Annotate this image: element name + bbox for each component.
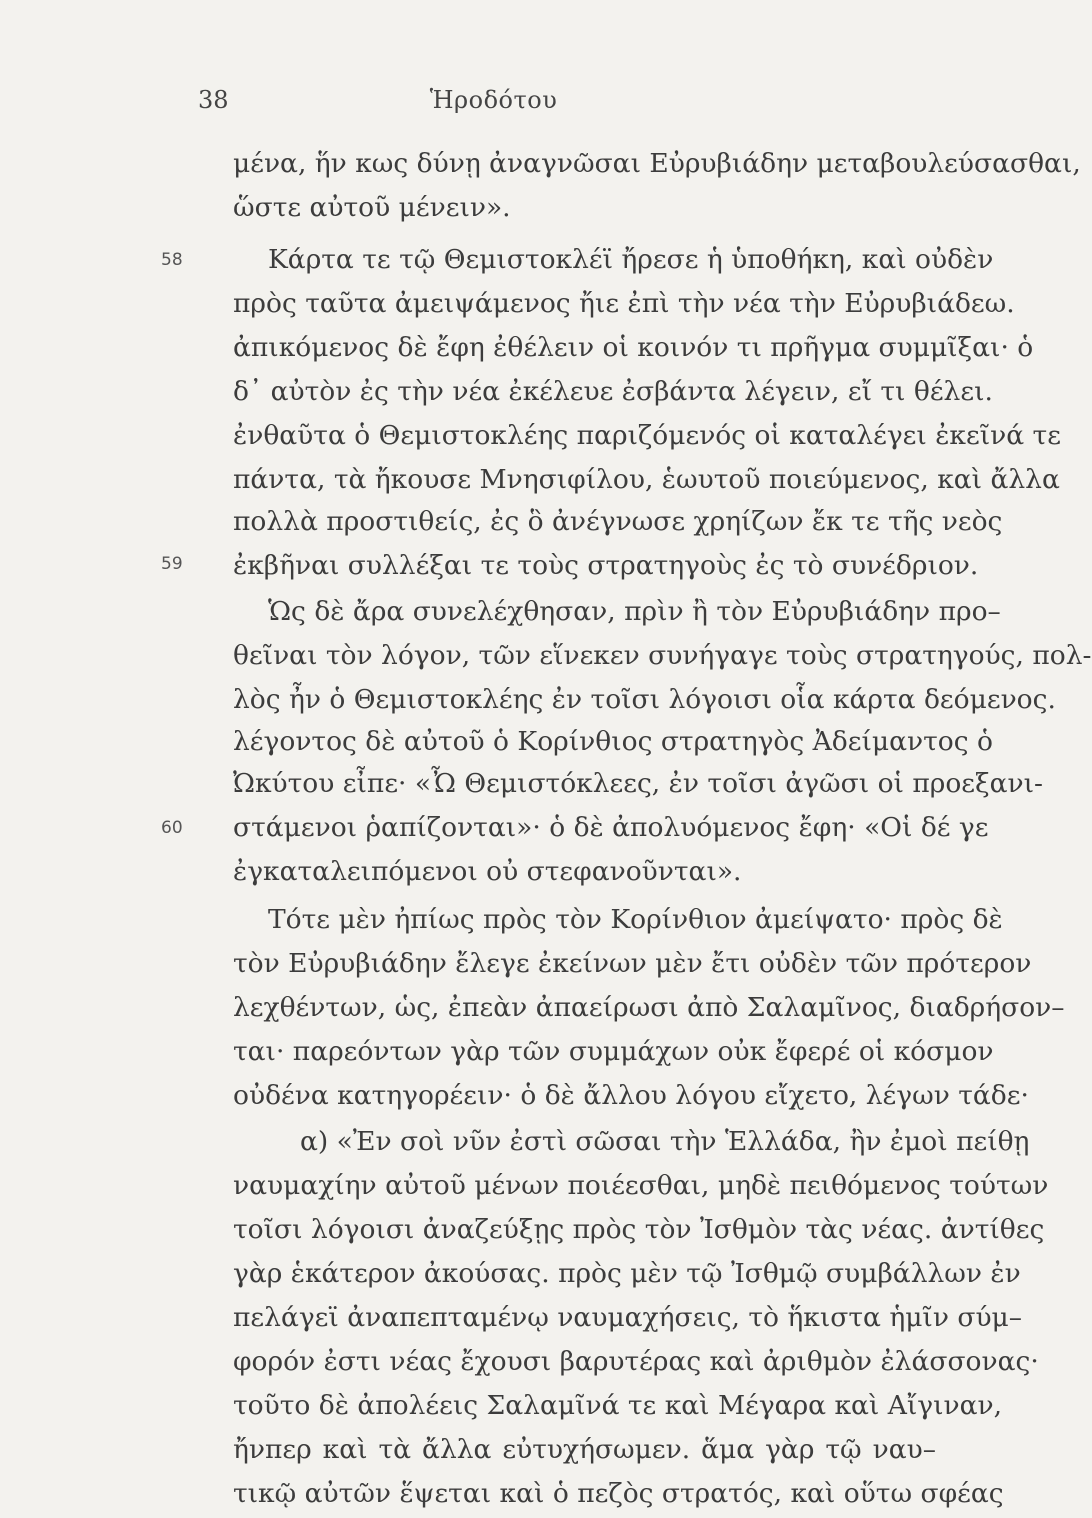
text-line: λὸς ἦν ὁ Θεμιστοκλέης ἐν τοῖσι λόγοισι οἷα κάρτα δεόμενος. bbox=[233, 684, 1056, 715]
page-header bbox=[0, 80, 987, 120]
section-number: 58 bbox=[161, 250, 183, 270]
text-line: τοῖσι λόγοισι ἀναζεύξῃς πρὸς τὸν Ἰσθμὸν τὰς νέας. ἀντίθες bbox=[233, 1214, 1045, 1245]
text-line: στάμενοι ῥαπίζονται»· ὁ δὲ ἀπολυόμενος ἔφη· «Οἱ δέ γε bbox=[233, 812, 989, 843]
page-number: 38 bbox=[198, 86, 229, 114]
text-line: Τότε μὲν ἠπίως πρὸς τὸν Κορίνθιον ἀμείψατο· πρὸς δὲ bbox=[268, 904, 1003, 935]
text-line: ἀπικόμενος δὲ ἔφη ἐθέλειν οἱ κοινόν τι πρῆγμα συμμῖξαι· ὁ bbox=[233, 332, 1034, 363]
section-number: 60 bbox=[161, 818, 183, 838]
text-line: ὥστε αὐτοῦ μένειν». bbox=[233, 192, 511, 223]
text-line: τοῦτο δὲ ἀπολέεις Σαλαμῖνά τε καὶ Μέγαρα καὶ Αἴγιναν, bbox=[233, 1390, 1003, 1421]
text-line: ται· παρεόντων γὰρ τῶν συμμάχων οὐκ ἔφερέ οἱ κόσμον bbox=[233, 1036, 994, 1067]
text-line: πάντα, τὰ ἤκουσε Μνησιφίλου, ἑωυτοῦ ποιεύμενος, καὶ ἄλλα bbox=[233, 464, 1060, 495]
text-line: Ὡς δὲ ἄρα συνελέχθησαν, πρὶν ἢ τὸν Εὐρυβιάδην προ– bbox=[268, 596, 1001, 627]
text-line: ἐνθαῦτα ὁ Θεμιστοκλέης παριζόμενός οἱ καταλέγει ἐκεῖνά τε bbox=[233, 420, 1061, 451]
text-line: γὰρ ἑκάτερον ἀκούσας. πρὸς μὲν τῷ Ἰσθμῷ συμβάλλων ἐν bbox=[233, 1258, 1021, 1289]
text-line: ναυμαχίην αὐτοῦ μένων ποιέεσθαι, μηδὲ πειθόμενος τούτων bbox=[233, 1170, 1049, 1201]
text-line: Κάρτα τε τῷ Θεμιστοκλέϊ ἤρεσε ἡ ὑποθήκη, καὶ οὐδὲν bbox=[268, 244, 994, 275]
text-line: λέγοντος δὲ αὐτοῦ ὁ Κορίνθιος στρατηγὸς Ἀδείμαντος ὁ bbox=[233, 726, 993, 757]
text-line: θεῖναι τὸν λόγον, τῶν εἵνεκεν συνήγαγε τοὺς στρατηγούς, πολ- bbox=[233, 640, 1092, 671]
text-line: λεχθέντων, ὡς, ἐπεὰν ἀπαείρωσι ἀπὸ Σαλαμῖνος, διαδρήσον– bbox=[233, 992, 1065, 1023]
text-line: πελάγεϊ ἀναπεπταμένῳ ναυμαχήσεις, τὸ ἥκιστα ἡμῖν σύμ– bbox=[233, 1302, 1023, 1333]
text-line: τὸν Εὐρυβιάδην ἔλεγε ἐκείνων μὲν ἔτι οὐδὲν τῶν πρότερον bbox=[233, 948, 1032, 979]
text-line: ἐκβῆναι συλλέξαι τε τοὺς στρατηγοὺς ἐς τὸ συνέδριον. bbox=[233, 550, 979, 581]
text-line: τικῷ αὐτῶν ἕψεται καὶ ὁ πεζὸς στρατός, καὶ οὕτω σφέας bbox=[233, 1478, 1004, 1509]
text-line: πολλὰ προστιθείς, ἐς ὃ ἀνέγνωσε χρηίζων ἔκ τε τῆς νεὸς bbox=[233, 506, 1003, 537]
text-line: δ᾽ αὐτὸν ἐς τὴν νέα ἐκέλευε ἐσβάντα λέγειν, εἴ τι θέλει. bbox=[233, 376, 993, 407]
text-line: μένα, ἥν κως δύνῃ ἀναγνῶσαι Εὐρυβιάδην μεταβουλεύσασθαι, bbox=[233, 148, 1081, 179]
section-number: 59 bbox=[161, 554, 183, 574]
text-line: πρὸς ταῦτα ἀμειψάμενος ἤιε ἐπὶ τὴν νέα τὴν Εὐρυβιάδεω. bbox=[233, 288, 1015, 319]
running-title: Ἡροδότου bbox=[429, 86, 558, 114]
text-line: φορόν ἐστι νέας ἔχουσι βαρυτέρας καὶ ἀριθμὸν ἐλάσσονας· bbox=[233, 1346, 1039, 1377]
text-line: α) «Ἐν σοὶ νῦν ἐστὶ σῶσαι τὴν Ἑλλάδα, ἢν ἐμοὶ πείθῃ bbox=[300, 1126, 1030, 1157]
text-line: οὐδένα κατηγορέειν· ὁ δὲ ἄλλου λόγου εἴχετο, λέγων τάδε· bbox=[233, 1080, 1029, 1111]
text-line: ἤνπερ καὶ τὰ ἄλλα εὐτυχήσωμεν. ἅμα γὰρ τῷ ναυ– bbox=[233, 1434, 936, 1465]
text-line: Ὠκύτου εἶπε· «Ὦ Θεμιστόκλεες, ἐν τοῖσι ἀγῶσι οἱ προεξανι- bbox=[233, 768, 1043, 799]
text-line: ἐγκαταλειπόμενοι οὐ στεφανοῦνται». bbox=[233, 856, 742, 887]
